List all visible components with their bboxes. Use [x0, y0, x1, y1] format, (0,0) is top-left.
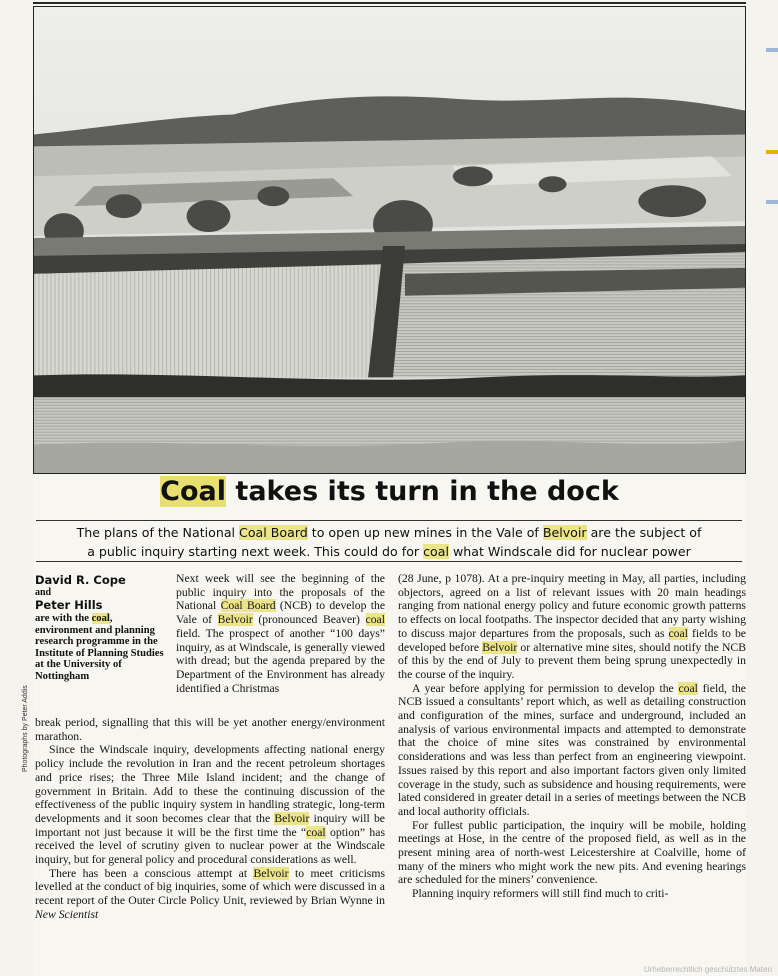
body-paragraph: There has been a conscious attempt at Belvoir to meet criticisms levelled at the conduct of big inquiries, some of which were discussed in a recent report of the Outer Circle Policy Unit, reviewed by Brian Wynne in New Scientist [35, 866, 385, 921]
body-paragraph: For fullest public participation, the inquiry will be mobile, holding meetings at Hose, in the centre of the proposed field, as well as in the present mining area of north-west Leicestershire at Coalville, home of many of the miners who might work the new pits. And evening hearings are scheduled for the miners’ convenience. [398, 818, 746, 887]
body-column-left [35, 716, 385, 922]
headline-rest: takes its turn in the dock [235, 476, 619, 507]
body-paragraph: A year before applying for permission to develop the coal field, the NCB issued a consultants’ report which, as well as detailing construction and configuration of the mines, surface and underground, included an analysis of various environmental impacts and attempted to demonstrate that the choice of mine sites was constrained by environmental considerations and was less than perfect from an engineering viewpoint. Issues raised by this report and also important factors given only limited coverage in the study, such as subsidence and housing requirements, were lated considered in greater detail in a series of meetings between the NCB and local authority officials. [398, 681, 746, 818]
standfirst-line-2: a public inquiry starting next week. This could do for coal what Windscale did for nuclear power [87, 544, 691, 559]
scroll-marker [766, 48, 778, 52]
body-paragraph: Next week will see the beginning of the public inquiry into the proposals of the National Coal Board (NCB) to develop the Vale of Belvoir (pronounced Beaver) coal field. The prospect of another “100 days” inquiry, as at Windscale, is generally viewed with dread; but the agenda prepared by the Department of the Environment has already identified a Christmas [176, 572, 386, 695]
photo-credit-text: Photographs by Peter Addis [22, 685, 29, 772]
body-paragraph: break period, signalling that this will be yet another energy/environment marathon. [35, 716, 385, 743]
headline [33, 476, 746, 507]
body-paragraph: Since the Windscale inquiry, developments affecting national energy policy include the revolution in Iran and the recent petroleum shortages and price rises; the Three Mile Island incident; and the change of government in Britain. Add to these the continuing discussion of the effectiveness of the public inquiry system in handling strategic, long-term developments and it soon becomes clear that the Belvoir inquiry will be important not just because it will be the first time the “coal option” has received the level of scrutiny given to nuclear power at the Windscale inquiry, but for general policy and procedural considerations as well. [35, 743, 385, 867]
byline [35, 574, 170, 683]
standfirst [36, 523, 742, 561]
body-column-right [398, 572, 746, 901]
headline-keyword: Coal [160, 476, 227, 507]
deck-rule-bottom [36, 561, 742, 562]
author-name: Peter Hills [35, 598, 103, 612]
author-name: David R. Cope [35, 573, 126, 587]
body-paragraph: (28 June, p 1078). At a pre-inquiry meeting in May, all parties, including objectors, agreed on a list of relevant issues with 20 main headings ranging from national energy policy and future economic growth patterns to effects on local footpaths. The inspector decided that any party wishing to discuss major departures from the proposals, such as coal fields to be developed before Belvoir or alternative mine sites, should notify the NCB of this by the end of July to prevent them being sprung unexpectedly in the course of the inquiry. [398, 572, 746, 681]
body-paragraph: Planning inquiry reformers will still find much to criti- [412, 887, 669, 901]
byline-and: and [35, 587, 52, 598]
landscape-photo [33, 6, 746, 474]
landscape-illustration [34, 7, 745, 473]
scroll-marker [766, 200, 778, 204]
scroll-marker [766, 150, 778, 154]
deck-rule-top [36, 520, 742, 521]
standfirst-line-1: The plans of the National Coal Board to open up new mines in the Vale of Belvoir are the subject of [76, 525, 702, 540]
top-rule [33, 2, 746, 4]
author-bio: are with the coal, environment and planning research programme in the Institute of Planning Studies at the University of Nottingham [35, 613, 164, 682]
copyright-watermark: Urheberrechtlich geschütztes Materi [643, 965, 772, 974]
